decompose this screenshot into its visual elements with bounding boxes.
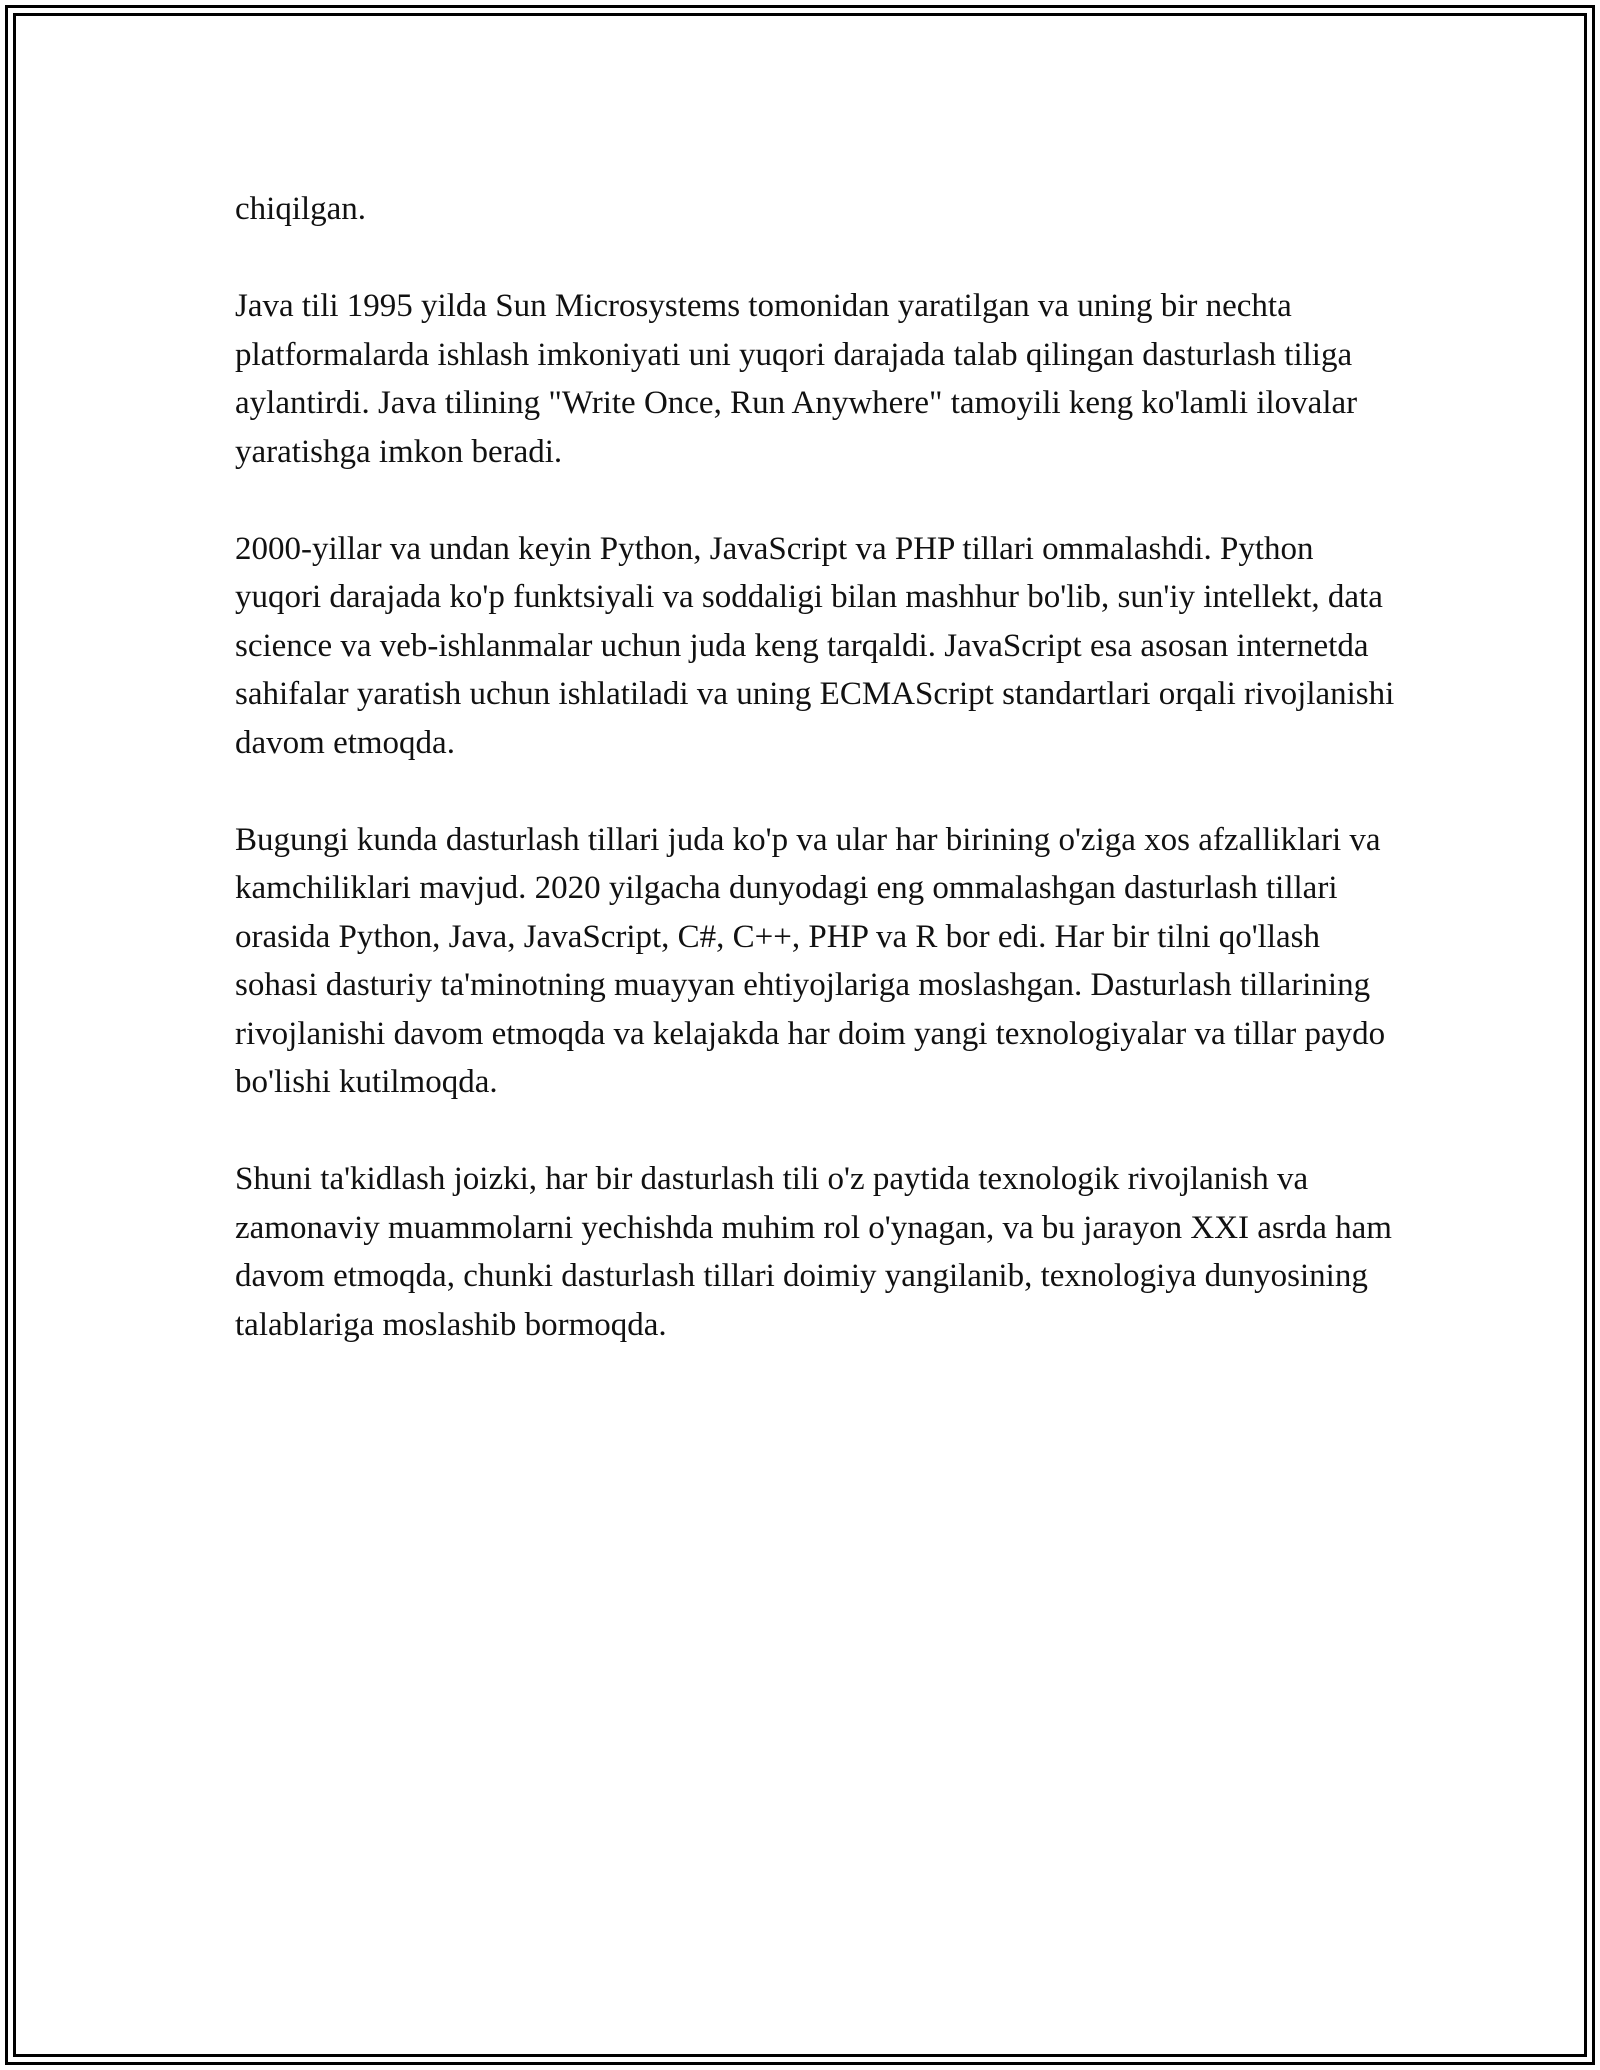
paragraph: 2000-yillar va undan keyin Python, JavaScript va PHP tillari ommalashdi. Python yuqori darajada ko'p funktsiyali va soddaligi bilan mashhur bo'lib, sun'iy intellekt, data science va veb-ishlanmalar uchun juda keng tarqaldi. JavaScript esa asosan internetda sahifalar yaratish uchun ishlatiladi va uning ECMAScript standartlari orqali rivojlanishi davom etmoqda. — [235, 530, 1395, 761]
document-body — [235, 185, 1395, 1398]
paragraph: Bugungi kunda dasturlash tillari juda ko'p va ular har birining o'ziga xos afzalliklari va kamchiliklari mavjud. 2020 yilgacha dunyodagi eng ommalashgan dasturlash tillari orasida Python, Java, JavaScript, C#, C++, PHP va R bor edi. Har bir tilni qo'llash sohasi dasturiy ta'minotning muayyan ehtiyojlariga moslashgan. Dasturlash tillarining rivojlanishi davom etmoqda va kelajakda har doim yangi texnologiyalar va tillar paydo bo'lishi kutilmoqda. — [235, 821, 1386, 1100]
paragraph: Java tili 1995 yilda Sun Microsystems tomonidan yaratilgan va uning bir nechta platformalarda ishlash imkoniyati uni yuqori darajada talab qilingan dasturlash tiliga aylantirdi. Java tilining "Write Once, Run Anywhere" tamoyili keng ko'lamli ilovalar yaratishga imkon beradi. — [235, 288, 1358, 470]
paragraph: chiqilgan. — [235, 191, 367, 227]
paragraph: Shuni ta'kidlash joizki, har bir dasturlash tili o'z paytida texnologik rivojlanish va zamonaviy muammolarni yechishda muhim rol o'ynagan, va bu jarayon XXI asrda ham davom etmoqda, chunki dasturlash tillari doimiy yangilanib, texnologiya dunyosining talablariga moslashib bormoqda. — [235, 1161, 1392, 1343]
